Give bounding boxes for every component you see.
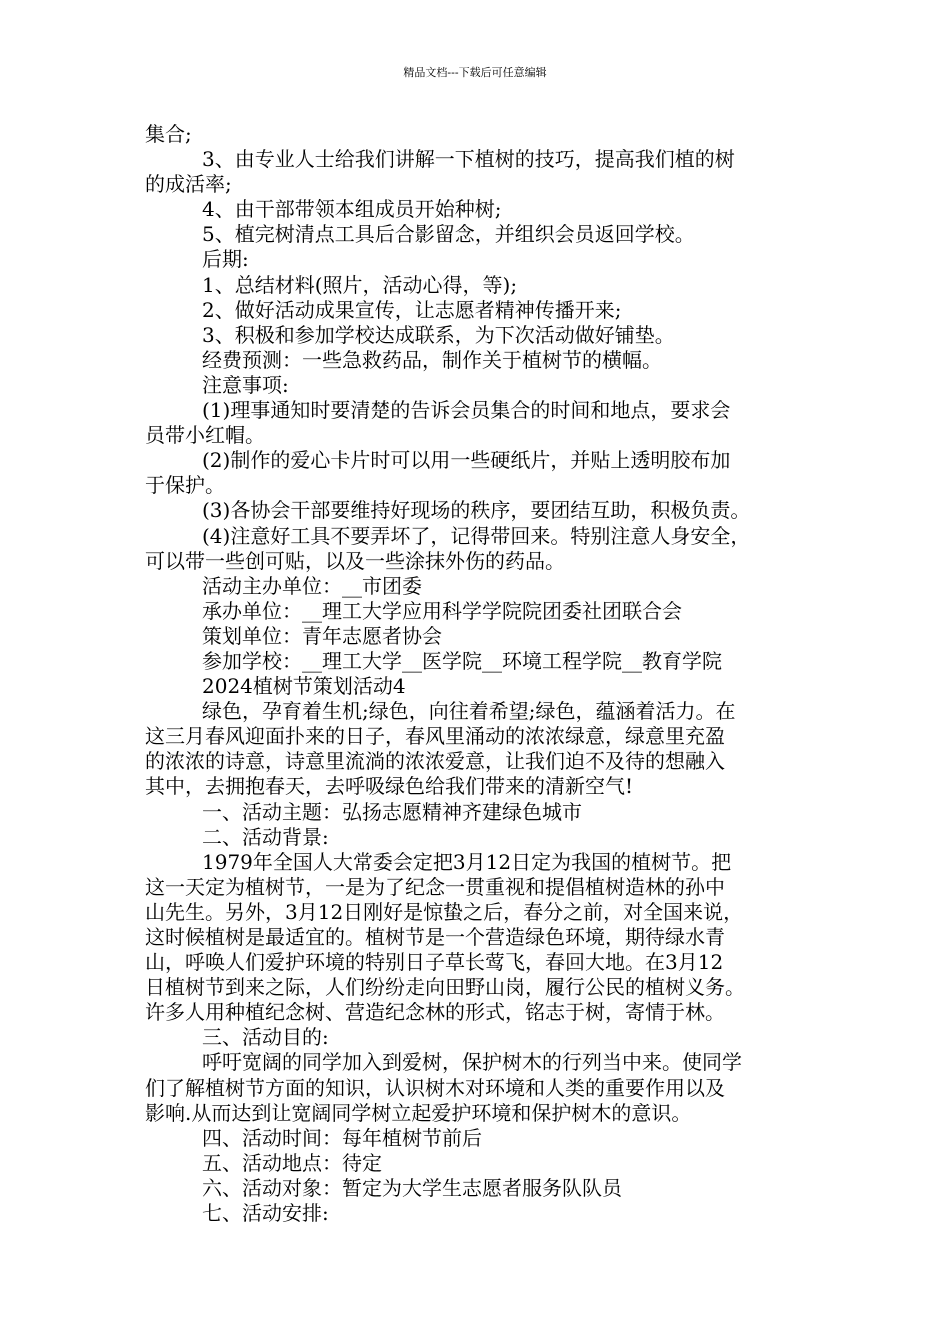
- text-line: 注意事项:: [202, 372, 289, 397]
- text-line: 这一天定为植树节，一是为了纪念一贯重视和提倡植树造林的孙中: [145, 874, 725, 899]
- text-line: 2024植树节策划活动4: [202, 674, 406, 699]
- text-line: 活动主办单位：__市团委: [202, 573, 422, 598]
- page-header: 精品文档---下载后可任意编辑: [403, 66, 547, 79]
- text-line: 5、植完树清点工具后合影留念，并组织会员返回学校。: [202, 222, 695, 247]
- text-line: 绿色，孕育着生机;绿色，向往着希望;绿色，蕴涵着活力。在: [202, 699, 736, 724]
- text-line: 参加学校：__理工大学__医学院__环境工程学院__教育学院: [202, 648, 722, 673]
- text-line: 一、活动主题：弘扬志愿精神齐建绿色城市: [202, 799, 582, 824]
- text-line: 的成活率;: [145, 172, 232, 197]
- text-line: 三、活动目的:: [202, 1025, 329, 1050]
- text-line: (3)各协会干部要维持好现场的秩序，要团结互助，积极负责。: [202, 498, 751, 523]
- text-line: 策划单位：青年志愿者协会: [202, 623, 442, 648]
- text-line: 于保护。: [145, 473, 225, 498]
- text-line: 六、活动对象：暂定为大学生志愿者服务队队员: [202, 1175, 622, 1200]
- text-line: 四、活动时间：每年植树节前后: [202, 1125, 482, 1150]
- text-line: 其中，去拥抱春天，去呼吸绿色给我们带来的清新空气!: [145, 774, 634, 799]
- text-line: 山，呼唤人们爱护环境的特别日子草长莺飞，春回大地。在3月12: [145, 950, 724, 975]
- text-line: 日植树节到来之际，人们纷纷走向田野山岗，履行公民的植树义务。: [145, 975, 745, 1000]
- text-line: 呼吁宽阔的同学加入到爱树，保护树木的行列当中来。使同学: [202, 1050, 742, 1075]
- text-line: 经费预测：一些急救药品，制作关于植树节的横幅。: [202, 347, 662, 372]
- text-line: 承办单位：__理工大学应用科学学院院团委社团联合会: [202, 598, 682, 623]
- text-line: 这三月春风迎面扑来的日子，春风里涌动的浓浓绿意，绿意里充盈: [145, 724, 725, 749]
- text-line: (1)理事通知时要清楚的告诉会员集合的时间和地点，要求会: [202, 398, 731, 423]
- text-line: 集合;: [145, 122, 192, 146]
- text-line: 4、由干部带领本组成员开始种树;: [202, 197, 502, 222]
- text-line: 这时候植树是最适宜的。植树节是一个营造绿色环境，期待绿水青: [145, 925, 725, 949]
- text-line: 山先生。另外，3月12日刚好是惊蛰之后，春分之前，对全国来说，: [145, 899, 744, 924]
- text-line: 3、由专业人士给我们讲解一下植树的技巧，提高我们植的树: [202, 147, 735, 172]
- document-body: [145, 122, 825, 1226]
- text-line: 五、活动地点：待定: [202, 1150, 382, 1175]
- text-line: 可以带一些创可贴，以及一些涂抹外伤的药品。: [145, 548, 565, 573]
- text-line: 七、活动安排:: [202, 1201, 329, 1226]
- text-line: 许多人用种植纪念树、营造纪念林的形式，铭志于树，寄情于林。: [145, 1000, 725, 1025]
- text-line: 1、总结材料(照片，活动心得，等);: [202, 272, 518, 297]
- text-line: 二、活动背景:: [202, 824, 329, 849]
- text-line: 1979年全国人大常委会定把3月12日定为我国的植树节。把: [202, 849, 732, 874]
- text-line: 员带小红帽。: [145, 423, 265, 448]
- text-line: 影响.从而达到让宽阔同学树立起爱护环境和保护树木的意识。: [145, 1100, 692, 1125]
- text-line: (4)注意好工具不要弄坏了，记得带回来。特别注意人身安全，: [202, 523, 751, 548]
- text-line: 们了解植树节方面的知识，认识树木对环境和人类的重要作用以及: [145, 1075, 725, 1100]
- text-line: 的浓浓的诗意，诗意里流淌的浓浓爱意，让我们迫不及待的想融入: [145, 749, 725, 774]
- text-line: 2、做好活动成果宣传，让志愿者精神传播开来;: [202, 297, 622, 322]
- text-line: (2)制作的爱心卡片时可以用一些硬纸片，并贴上透明胶布加: [202, 448, 731, 473]
- text-line: 3、积极和参加学校达成联系，为下次活动做好铺垫。: [202, 322, 675, 347]
- text-line: 后期:: [202, 247, 249, 272]
